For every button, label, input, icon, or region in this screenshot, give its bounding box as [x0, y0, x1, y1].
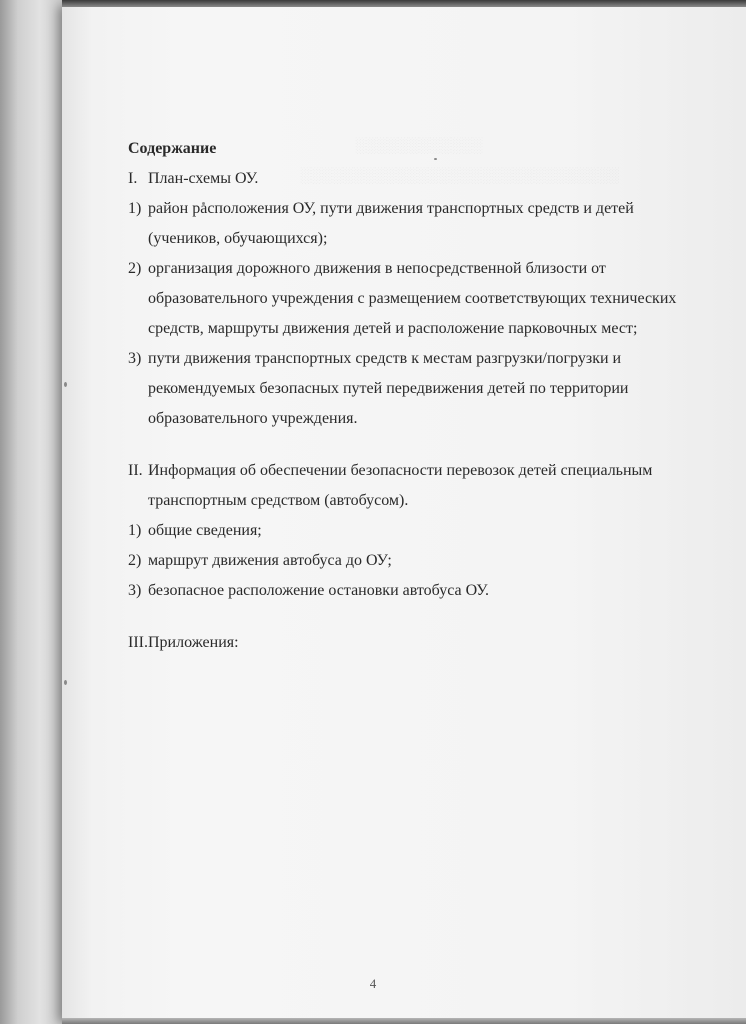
bleed-through-text: ░░░░░░░░░░░░░░░░░░░░░░░░░░░░░░ — [300, 168, 619, 184]
section-iii — [128, 628, 708, 658]
list-item — [128, 344, 708, 434]
scan-top-edge — [62, 0, 746, 7]
section-title: Информация об обеспечении безопасности перевозок детей специальным транспортным средством (автобусом). — [148, 462, 653, 509]
binding-shadow — [0, 0, 62, 1024]
list-item — [128, 194, 708, 254]
bleed-through-text: ░░░░░░░░░░░░ — [355, 138, 483, 154]
list-item — [128, 576, 708, 606]
item-number: 1) — [128, 522, 142, 539]
list-item — [128, 254, 708, 344]
section-ii — [128, 456, 708, 516]
item-number: 3) — [128, 350, 142, 367]
scan-speck — [64, 680, 67, 685]
section-i — [128, 164, 708, 194]
document-body — [128, 138, 708, 658]
item-number: 2) — [128, 552, 142, 569]
document-heading: Содержание — [128, 140, 217, 157]
item-number: 1) — [128, 200, 142, 217]
item-number: 3) — [128, 582, 142, 599]
item-text: общие сведения; — [148, 522, 262, 539]
item-number: 2) — [128, 260, 142, 277]
list-item — [128, 516, 708, 546]
list-item — [128, 546, 708, 576]
section-number: I. — [128, 170, 138, 187]
section-title: Приложения: — [148, 634, 239, 651]
page-number: 4 — [369, 976, 377, 991]
item-text: район расположения ОУ, пути движения транспортных средств и детей (учеников, обучающихся); — [148, 200, 634, 247]
item-text: пути движения транспортных средств к местам разгрузки/погрузки и рекомендуемых безопасных путей передвижения детей по территории образовательного учреждения. — [148, 350, 629, 427]
section-title: План-схемы ОУ. — [148, 170, 259, 187]
item-text: безопасное расположение остановки автобуса ОУ. — [148, 582, 489, 599]
scan-speck — [64, 382, 67, 387]
item-text: маршрут движения автобуса до ОУ; — [148, 552, 392, 569]
scan-bottom-edge — [62, 1018, 746, 1024]
section-number: III. — [128, 634, 148, 651]
section-spacer — [128, 606, 708, 628]
section-number: II. — [128, 462, 143, 479]
item-text: организация дорожного движения в непосредственной близости от образовательного учреждения с размещением соответствующих технических средств, маршруты движения детей и расположение парковочных мест; — [148, 260, 677, 337]
section-spacer — [128, 434, 708, 456]
